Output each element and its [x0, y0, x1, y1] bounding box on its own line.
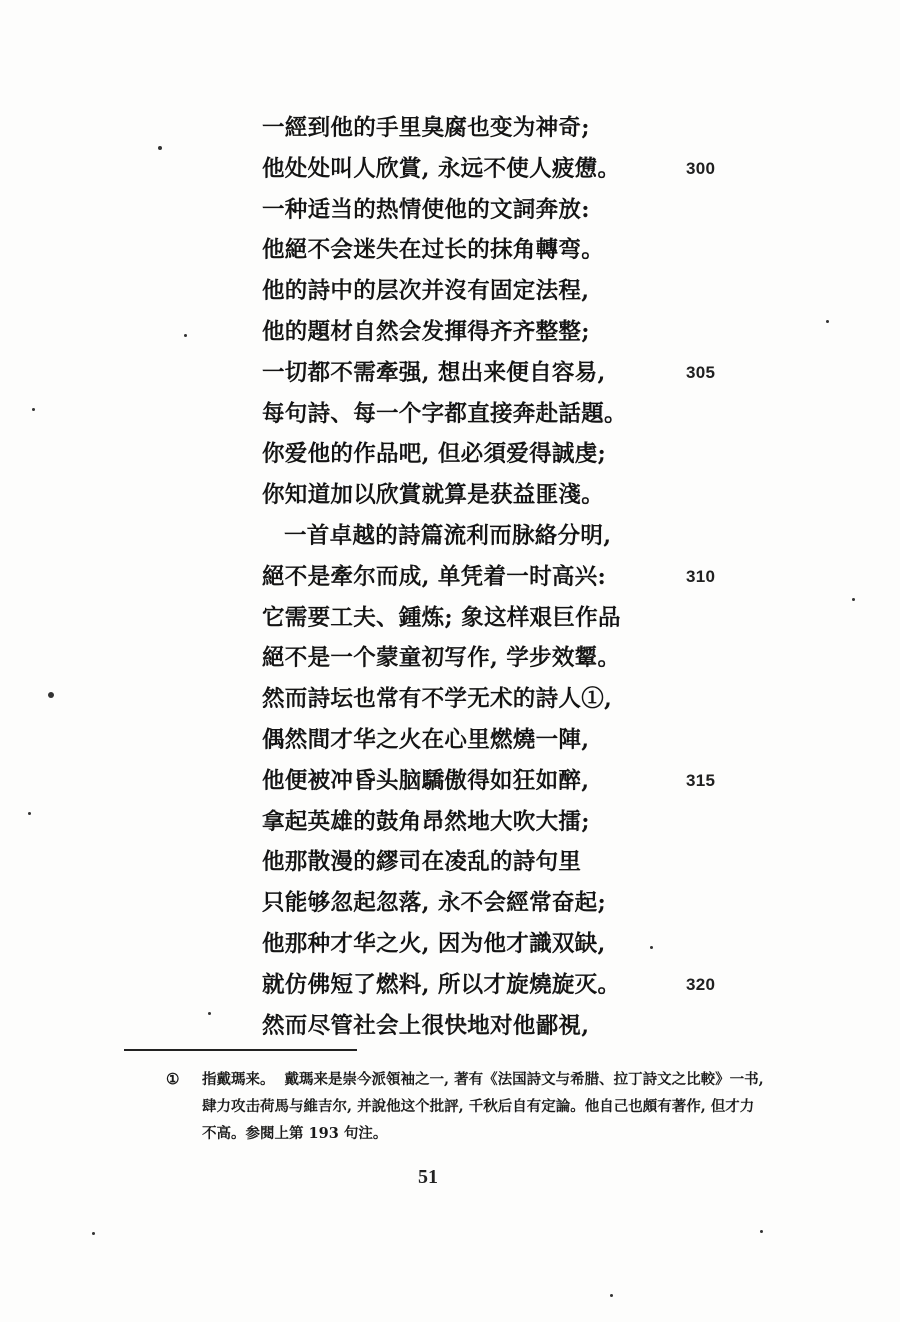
poem-line	[262, 883, 742, 924]
page-number: 51	[418, 1166, 438, 1188]
line-number: 305	[686, 362, 716, 382]
poem-line-text: 絕不是牽尔而成, 单凭着一时高兴:	[262, 563, 607, 590]
poem-line-text: 然而詩坛也常有不学无术的詩人①,	[262, 686, 613, 713]
poem-line-text: 每句詩、每一个字都直接奔赴話題。	[262, 400, 627, 427]
scan-speck	[48, 692, 54, 698]
poem-line-text: 他絕不会迷失在过长的抹角轉弯。	[262, 237, 605, 264]
poem-line	[262, 271, 742, 312]
poem-line	[262, 842, 742, 883]
poem-line	[262, 1006, 742, 1047]
poem-line-text: 他的題材自然会发揮得齐齐整整;	[262, 318, 590, 345]
poem-line-text: 他那种才华之火, 因为他才識双缺,	[262, 930, 606, 957]
poem-line-text: 只能够忽起忽落, 永不会經常奋起;	[262, 890, 607, 917]
poem-line	[262, 353, 742, 394]
poem-line-text: 一經到他的手里臭腐也变为神奇;	[262, 115, 590, 141]
poem-body	[262, 108, 742, 1046]
poem-line-text: 你爱他的作品吧, 但必須爱得誠虔;	[262, 441, 607, 468]
poem-line-text: 就仿佛短了燃料, 所以才旋燒旋灭。	[262, 971, 621, 998]
poem-line-text: 偶然間才华之火在心里燃燒一陣,	[262, 726, 590, 753]
poem-line-text: 你知道加以欣賞就算是获益匪淺。	[262, 482, 605, 509]
scan-speck	[32, 408, 35, 411]
poem-line	[262, 679, 742, 720]
scan-speck	[760, 1230, 763, 1233]
poem-line	[262, 394, 742, 435]
poem-line	[262, 598, 742, 639]
poem-line	[262, 230, 742, 271]
poem-line-text: 他便被冲昏头脑驕傲得如狂如醉,	[262, 767, 590, 794]
footnote-text	[168, 1066, 768, 1147]
line-number: 315	[686, 770, 716, 790]
poem-line	[262, 720, 742, 761]
poem-line-text: 然而尽管社会上很快地对他鄙視,	[262, 1012, 590, 1039]
footnote-divider	[124, 1049, 357, 1051]
line-number: 320	[686, 974, 716, 994]
scan-speck	[610, 1294, 613, 1297]
poem-line-text: 絕不是一个蒙童初写作, 学步效颦。	[262, 645, 621, 672]
footnote-lead: 指戴瑪来。	[202, 1071, 275, 1088]
poem-line	[262, 108, 742, 149]
poem-line	[262, 638, 742, 679]
scan-speck	[208, 1012, 211, 1015]
poem-line	[262, 516, 742, 557]
poem-line-text: 一切都不需牽强, 想出来便自容易,	[262, 359, 606, 386]
poem-line-text: 他那散漫的繆司在凌乱的詩句里	[262, 849, 582, 876]
poem-line	[262, 434, 742, 475]
poem-line	[262, 924, 742, 965]
scan-speck	[852, 598, 855, 601]
line-number: 310	[686, 566, 716, 586]
poem-line	[262, 190, 742, 231]
poem-line	[262, 149, 742, 190]
poem-line-text: 一首卓越的詩篇流利而脉絡分明,	[284, 522, 612, 549]
scan-speck	[28, 812, 31, 815]
poem-line	[262, 557, 742, 598]
scan-speck	[158, 146, 162, 150]
poem-line	[262, 312, 742, 353]
footnote	[168, 1066, 768, 1147]
poem-line-text: 他的詩中的层次并沒有固定法程,	[262, 278, 590, 305]
poem-line-text: 一种适当的热情使他的文詞奔放:	[262, 196, 590, 223]
scan-speck	[826, 320, 829, 323]
poem-line	[262, 965, 742, 1006]
poem-line	[262, 802, 742, 843]
line-number: 300	[686, 158, 716, 178]
scan-speck	[92, 1232, 95, 1235]
scan-speck	[184, 334, 187, 337]
scan-speck	[650, 946, 653, 949]
poem-line-text: 拿起英雄的鼓角昂然地大吹大擂;	[262, 808, 590, 835]
footnote-body: 戴瑪来是崇今派領袖之一, 著有《法国詩文与希腊、拉丁詩文之比較》一书, 肆力攻击荷馬与維吉尔, 并說他这个批評, 千秋后自有定論。他自己也頗有著作, 但才力不高。参閱上第 193 句注。	[202, 1071, 764, 1142]
poem-line	[262, 475, 742, 516]
poem-line-text: 他处处叫人欣賞, 永远不使人疲憊。	[262, 155, 621, 182]
poem-line	[262, 761, 742, 802]
footnote-marker: ①	[166, 1070, 180, 1088]
poem-line-text: 它需要工夫、鍾炼; 象这样艰巨作品	[262, 604, 621, 631]
